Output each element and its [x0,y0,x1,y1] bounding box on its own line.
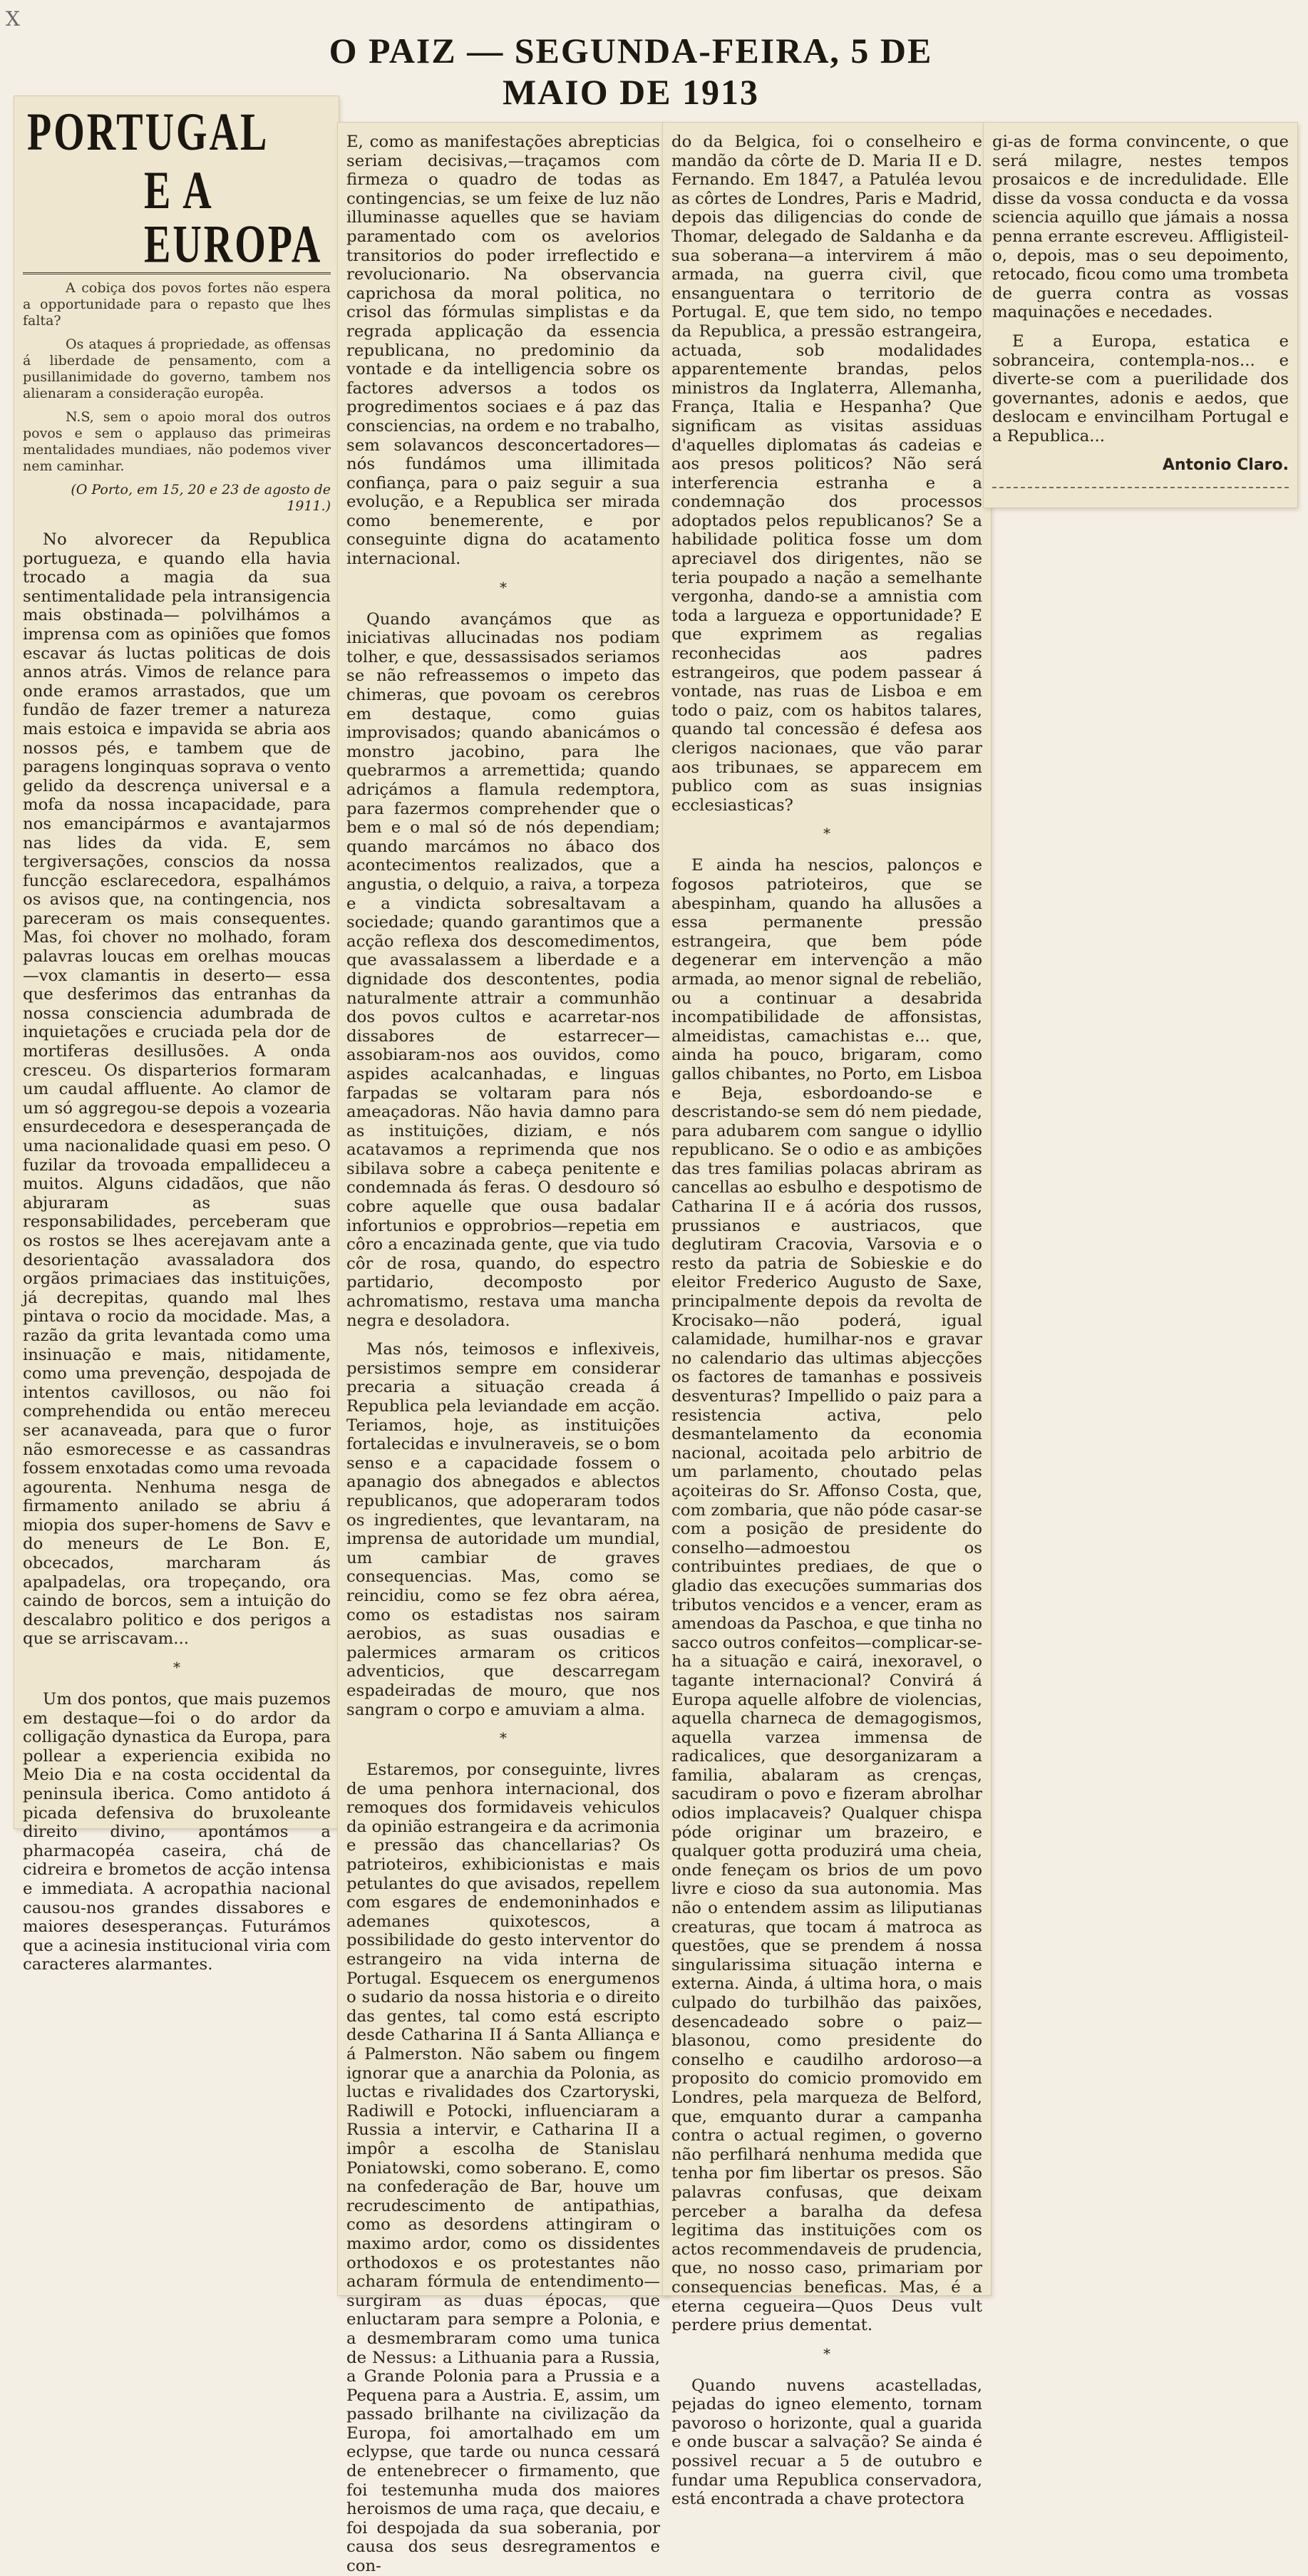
newspaper-header: O PAIZ — SEGUNDA-FEIRA, 5 DE MAIO DE 1913 [329,31,933,112]
article-column-2 [346,133,660,2576]
article-column-1 [23,100,331,1974]
section-star: * [173,1659,180,1676]
section-star: * [500,578,507,596]
article-title-line1: PORTUGAL [27,102,269,163]
paragraph: No alvorecer da Republica portugueza, e quando ella havia trocado a magia da sua sentimentalidade pela intransigencia mais obstinada— polvilhámos a imprensa com as opiniões que fomos escavar ás luctas politicas de dois annos atrás. Vimos de relance para onde eramos arrastados, que um fundão de fazer tremer a natureza mais estoica e impavida se abria aos nossos pés, e tambem que de paragens longinquas soprava o vento gelido da descrença universal e a mofa da nossa incapacidade, para nos emancipármos e avantajarmos nas lides da vida. E, sem tergiversações, conscios da nossa funcção esclarecedora, espalhámos os avisos que, na contingencia, nos pareceram os mais consequentes. Mas, foi chover no molhado, foram palavras loucas em orelhas moucas—vox clamantis in deserto— essa que desferimos das entranhas da nossa consciencia adumbrada de inquietações e cruciada pela dor de mortiferas desillusões. A onda cresceu. Os disparterios formaram um caudal affluente. Ao clamor de um só aggregou-se depois a vozearia ensurdecedora e desesperançada de uma nacionalidade quasi em peso. O fuzilar da trovoada empallideceu a muitos. Alguns cidadãos, que não abjuraram as suas responsabilidades, perceberam que os rostos se lhes acerejavam ante a desorientação avassaladora dos orgãos primaciaes das instituições, já decrepitas, quando mal lhes pintava o rocio da mocidade. Mas, a razão da grita levantada como uma insinuação e mais, nitidamente, como uma prevenção, despojada de intentos cavillosos, ou não foi comprehendida ou então mereceu ser acanaveada, para que o furor não esmorecesse e as cassandras fossem enxotadas como uma revoada agourenta. Nenhuma nesga de firmamento anilado se abriu á miopia dos super-homens de Savv e do meneurs de Le Bon. E, obcecados, marcharam ás apalpadelas, ora tropeçando, ora caindo de borcos, sem a intuição do descalabro politico e dos perigos a que se arriscavam... [23,530,331,1649]
paragraph: E ainda ha nescios, palonços e fogosos patrioteiros, que se abespinham, quando ha allusões a essa permanente pressão estrangeira, que bem póde degenerar em intervenção a mão armada, ao menor signal de rebelião, ou a continuar a desabrida incompatibilidade de affonsistas, almeidistas, camachistas e... que, ainda ha pouco, brigaram, como gallos chibantes, no Porto, em Lisboa e Beja, esbordoando-se e descristando-se sem dó nem piedade, para adubarem com sangue o idyllio republicano. Se o odio e as ambições das tres familias polacas abriram as cancellas ao esbulho e despotismo de Catharina II e á acória dos russos, prussianos e austriacos, que deglutiram Cracovia, Varsovia e o resto da patria de Sobieskie e do eleitor Frederico Augusto de Saxe, principalmente depois da revolta de Krocisako—não poderá, igual calamidade, humilhar-nos e gravar no calendario das ultimas abjecções os factores de tamanhas e possiveis desventuras? Impellido o paiz para a resistencia activa, pelo desmantelamento da economia nacional, acoitada pelo arbitrio de um parlamento, choutado pelas açoiteiras do Sr. Affonso Costa, que, com zombaria, que não póde casar-se com a posição de presidente do conselho—admoestou os contribuintes prediaes, de que o gladio das execuções summarias dos tributos vencidos e a vencer, eram as amendoas da Paschoa, e que tinha no sacco outros confeitos—complicar-se-ha a situação e cairá, inexoravel, o tagante internacional? Convirá á Europa aquelle alfobre de violencias, aquella charneca de demagogismos, aquella varzea immensa de radicalices, que desorganizaram a familia, abalaram as crenças, sacudiram o povo e fizeram abrolhar odios implacaveis? Qualquer chispa póde originar um brazeiro, e qualquer gotta produzirá uma cheia, onde feneçam os brios de um povo livre e cioso da sua autonomia. Mas não o entendem assim as liliputianas creaturas, que tocam á matroca as questões, que se prendem á nossa singularissima situação interna e externa. Ainda, á ultima hora, o mais culpado do turbilhão das paixões, desencadeado sobre o paiz—blasonou, como presidente do conselho e caudilho ardoroso—a proposito do comicio promovido em Londres, pela marqueza de Belford, que, emquanto durar a campanha contra o actual regimen, o governo não perfilhará nenhuma medida que tenha por fim libertar os presos. São palavras confusas, que deixam perceber a baralha da defesa legitima das instituições com os actos recommendaveis de prudencia, que, no nosso caso, primariam por consequencias beneficas. Mas, é a eterna cegueira—Quos Deus vult perdere prius dementat. [671,856,982,2335]
article-title-line2: E A EUROPA [144,160,323,275]
section-star: * [823,825,830,843]
epigraph-citation: (O Porto, em 15, 20 e 23 de agosto de 1911.) [71,482,331,514]
paragraph: E, como as manifestações abrepticias seriam decisivas,—traçamos com firmeza o quadro de todas as contingencias, se um feixe de luz não illuminasse aquelles que se haviam paramentado com os avelorios transitorios do poder irreflectido e revolucionario. Na observancia caprichosa da moral politica, no crisol das fórmulas simplistas e da regrada applicação da essencia republicana, no predominio da vontade e da intelligencia sobre os factores adversos a todos os progredimentos sociaes e á paz das consciencias, na ordem e no trabalho, sem solavancos desconcertadores—nós fundámos uma illimitada confiança, para o paiz seguir a sua evolução, e a Republica ser mirada como benemerente, e por conseguinte digna do acatamento internacional. [346,133,660,569]
paragraph: Quando nuvens acastelladas, pejadas do igneo elemento, tornam pavoroso o horizonte, qual a guarida e onde buscar a salvação? Se ainda é possivel recuar a 5 de outubro e fundar uma Republica conservadora, está encontrada a chave protectora [671,2376,982,2509]
paragraph: Um dos pontos, que mais puzemos em destaque—foi o do ardor da colligação dynastica da Europa, para pollear a experiencia exibida no Meio Dia e na costa occidental da peninsula iberica. Como antidoto á picada defensiva do bruxoleante direito divino, apontámos a pharmacopéa caseira, chá de cidreira e brometos de acção intensa e immediata. A acropathia nacional causou-nos grandes dissabores e maiores desesperanças. Futurámos que a acinesia institucional viria com caracteres alarmantes. [23,1690,331,1974]
article-column-4 [992,133,1289,503]
paragraph: Estaremos, por conseguinte, livres de uma penhora internacional, dos remoques dos formidaveis vehiculos da opinião estrangeira e da acrimonia e pressão das chancellarias? Os patrioteiros, exhibicionistas e mais petulantes do que avisados, repellem com esgares de endemoninhados e ademanes quixotescos, a possibilidade do gesto interventor do estrangeiro na vida interna de Portugal. Esquecem os energumenos o sudario da nossa historia e o direito das gentes, tal como está escripto desde Catharina II á Santa Alliança e á Palmerston. Não sabem ou fingem ignorar que a anarchia da Polonia, as luctas e rivalidades dos Czartoryski, Radiwill e Potocki, influenciaram a Russia a intervir, e Catharina II a impôr a escolha de Stanislau Poniatowski, como soberano. E, como na confederação de Bar, houve um recrudescimento de antipathias, como as desordens attingiram o maximo ardor, como os dissidentes orthodoxos e os protestantes não acharam fórmula de entendimento—surgiram as duas épocas, que enluctaram para sempre a Polonia, e a desmembraram como uma tunica de Nessus: a Lithuania para a Russia, a Grande Polonia para a Prussia e a Pequena para a Austria. E, assim, um passado brilhante na civilização da Europa, foi amortalhado em um eclypse, que tarde ou nunca cessará de entenebrecer o firmamento, que foi testemunha muda dos maiores heroismos de uma raça, que decaiu, e foi despojada da sua soberania, por causa dos seus desregramentos e con- [346,1761,660,2576]
section-star: * [500,1729,507,1747]
paragraph: Mas nós, teimosos e inflexiveis, persistimos sempre em considerar precaria a situação creada á Republica pela leviandade em acção. Teriamos, hoje, as instituições fortalecidas e invulneraveis, se o bom senso e a capacidade fossem o apanagio dos abnegados e ablectos republicanos, que adoperaram todos os ingredientes, que levantaram, na imprensa de autoridade um mundial, um cambiar de graves consequencias. Mas, como se reincidiu, como se fez obra aérea, como os estadistas nos sairam aerobios, as suas ousadias e palermices armaram os criticos adventicios, que descarregam espadeiradas de mouro, que nos sangram o corpo e amuviam a alma. [346,1340,660,1719]
paragraph: E a Europa, estatica e sobranceira, contempla-nos... e diverte-se com a puerilidade dos governantes, adonis e aedos, que deslocam e envincilham Portugal e a Republica... [992,331,1289,445]
author-signature: Antonio Claro. [1162,455,1289,474]
epigraph-1: A cobiça dos povos fortes não espera a opportunidade para o repasto que lhes falta? [23,280,331,329]
paragraph: do da Belgica, foi o conselheiro e mandão da côrte de D. Maria II e D. Fernando. Em 1847, a Patuléa levou as côrtes de Londres, Paris e Madrid, depois das diligencias do conde de Thomar, delegado de Saldanha e da sua soberana—a intervirem á mão armada, na guerra civil, que ensanguentara o territorio de Portugal. E, que tem sido, no tempo da Republica, a pressão estrangeira, actuada, sob modalidades apparentemente brandas, pelos ministros da Inglaterra, Allemanha, França, Italia e Hespanha? Que significam as visitas assiduas d'aquelles diplomatas ás cadeias e aos presos politicos? Não será interferencia estranha e a condemnação dos processos adoptados pelos republicanos? Se a habilidade politica fosse um dom apreciavel dos dirigentes, não se teria poupado a nação a semelhante vergonha, dando-se a amnistia com toda a largueza e opportunidade? E que exprimem as regalias reconhecidas aos padres estrangeiros, que podem passear á vontade, nas ruas de Lisboa e em todo o paiz, com os habitos talares, quando tal concessão é defesa aos clerigos nacionaes, que vão parar aos tribunaes, se apparecem em publico com as suas insignias ecclesiasticas? [671,133,982,815]
end-rule [992,487,1289,488]
section-star: * [823,2344,830,2362]
corner-pencil-mark: X [6,7,20,31]
article-column-3 [671,133,982,2509]
epigraph-3: N.S, sem o apoio moral dos outros povos e sem o applauso das primeiras mentalidades mundiaes, não podemos viver nem caminhar. [23,409,331,474]
paragraph: Quando avançámos que as iniciativas allucinadas nos podiam tolher, e que, dessassisados seriamos se não refreassemos o impeto das chimeras, que povoam os cerebros em destaque, como guias improvisados; quando abanicámos o monstro jacobino, para lhe quebrarmos a arremettida; quando adriçámos a flamula redemptora, para fazermos comprehender que o bem e o mal só de nós dependiam; quando marcámos no ábaco dos acontecimentos realizados, que a angustia, o delquio, a raiva, a torpeza e a vindicta sobresaltavam a sociedade; quando garantimos que a acção reflexa dos descomedimentos, que avassalassem a liberdade e a dignidade dos descontentes, podia naturalmente attrair a communhão dos povos cultos e acarretar-nos dissabores de estarrecer—assobiaram-nos aos ouvidos, como aspides acalcanhadas, e linguas farpadas se voltaram para nós ameaçadoras. Não havia damno para as instituições, diziam, e nós acatavamos a reprimenda que nos sibilava sobre a cabeça penitente e condemnada ás feras. O desdouro só cobre aquelle que ousa badalar infortunios e opprobrios—repetia em côro a encazinada gente, que via tudo côr de rosa, quando, do espectro partidario, decomposto por achromatismo, restava uma mancha negra e desoladora. [346,609,660,1330]
paragraph: gi-as de forma convincente, o que será milagre, nestes tempos prosaicos e de incredulidade. Elle disse da vossa conducta e da vossa sciencia aquillo que jámais a nossa penna errante escreveu. Affligisteil-o, depois, mas o seu depoimento, retocado, ficou como uma trombeta de guerra contra as vossas maquinações e necedades. [992,133,1289,322]
epigraph-2: Os ataques á propriedade, as offensas á liberdade de pensamento, com a pusillanimidade do governo, tambem nos alienaram a consideração europêa. [23,336,331,401]
